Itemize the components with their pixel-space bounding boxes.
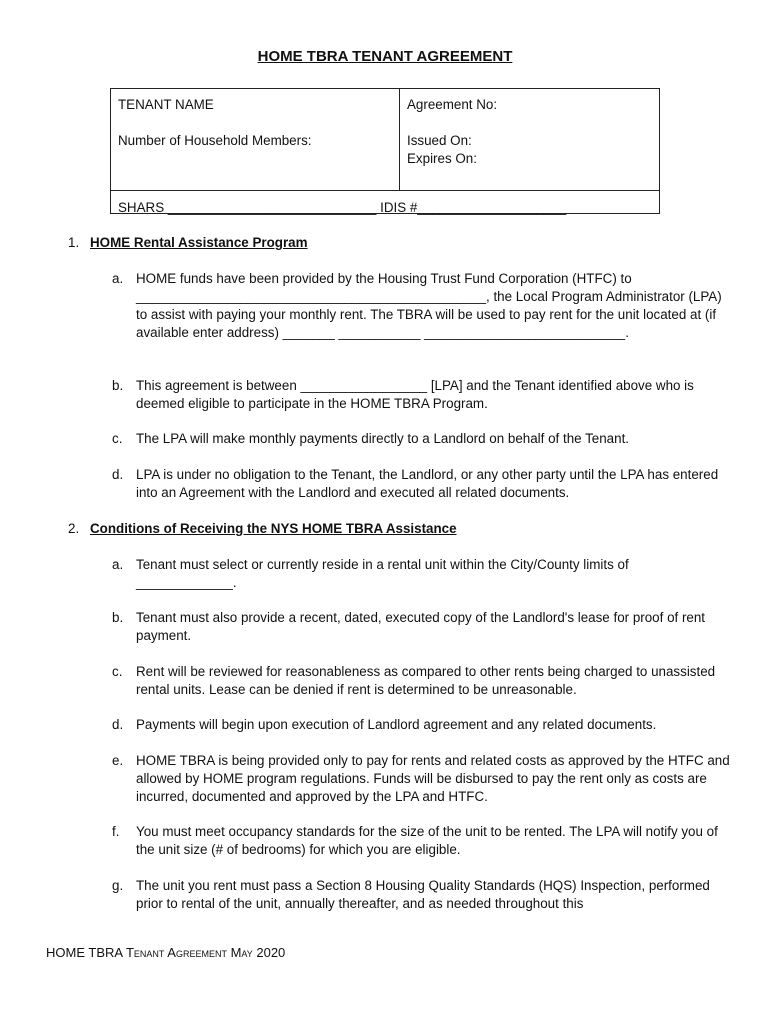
footer-year: 2020: [252, 945, 286, 960]
footer-prefix: HOME TBRA: [46, 945, 126, 960]
list-item: [112, 877, 732, 913]
item-letter: b.: [112, 610, 124, 625]
section-title: Conditions of Receiving the NYS HOME TBRA Assistance: [90, 521, 457, 536]
table-row-divider: [111, 190, 659, 191]
item-text: Tenant must select or currently reside in a rental unit within the City/County limits of _____________.: [136, 557, 629, 590]
section-title: HOME Rental Assistance Program: [90, 235, 308, 250]
item-letter: c.: [112, 431, 123, 446]
agreement-no-label: Agreement No:: [407, 97, 498, 112]
section-1-heading: [68, 234, 308, 251]
section-2-heading: [68, 520, 457, 537]
household-members-label: Number of Household Members:: [118, 133, 312, 148]
list-item: [112, 377, 732, 413]
item-letter: b.: [112, 378, 124, 393]
list-item: [112, 823, 732, 859]
list-item: [112, 556, 732, 592]
page-footer: [46, 945, 285, 960]
item-letter: a.: [112, 271, 124, 286]
list-item: [112, 609, 732, 645]
item-letter: g.: [112, 878, 124, 893]
table-column-divider: [399, 89, 400, 190]
list-item: [112, 466, 732, 502]
item-letter: d.: [112, 717, 124, 732]
issued-on-label: Issued On:: [407, 133, 472, 148]
footer-smallcaps: Tenant Agreement May: [125, 945, 253, 960]
list-item: [112, 752, 732, 806]
item-letter: d.: [112, 467, 124, 482]
section-number: 1.: [68, 235, 80, 250]
item-text: HOME funds have been provided by the Housing Trust Fund Corporation (HTFC) to _______________________________________________, the Local Program Administrator (LPA) to assist with paying your monthly rent. The TBRA will be used to pay rent for the unit located at (if available enter address) _______ ___________ ___________________________.: [136, 271, 722, 340]
item-text: You must meet occupancy standards for the size of the unit to be rented. The LPA will notify you of the unit size (# of bedrooms) for which you are eligible.: [136, 824, 718, 857]
document-title: HOME TBRA TENANT AGREEMENT: [257, 48, 513, 65]
item-text: Rent will be reviewed for reasonableness as compared to other rents being charged to unassisted rental units. Lease can be denied if rent is determined to be unreasonable.: [136, 664, 716, 697]
list-item: [112, 430, 732, 448]
tenant-name-label: TENANT NAME: [118, 97, 214, 112]
item-text: Tenant must also provide a recent, dated, executed copy of the Landlord's lease for proof of rent payment.: [136, 610, 706, 643]
item-letter: e.: [112, 753, 124, 768]
shars-idis-line: SHARS ____________________________ IDIS #____________________: [118, 200, 567, 215]
item-text: HOME TBRA is being provided only to pay for rents and related costs as approved by the HTFC and allowed by HOME program regulations. Funds will be disbursed to pay the rent only as costs are incurred, documented and approved by the LPA and HTFC.: [136, 753, 730, 804]
item-letter: f.: [112, 824, 120, 839]
item-letter: c.: [112, 664, 123, 679]
list-item: [112, 716, 732, 734]
section-number: 2.: [68, 521, 80, 536]
list-item: [112, 663, 732, 699]
item-text: The unit you rent must pass a Section 8 Housing Quality Standards (HQS) Inspection, performed prior to rental of the unit, annually thereafter, and as needed throughout this: [136, 878, 710, 911]
item-text: LPA is under no obligation to the Tenant, the Landlord, or any other party until the LPA has entered into an Agreement with the Landlord and executed all related documents.: [136, 467, 719, 500]
expires-on-label: Expires On:: [407, 151, 477, 166]
item-letter: a.: [112, 557, 124, 572]
item-text: This agreement is between _________________ [LPA] and the Tenant identified above who is deemed eligible to participate in the HOME TBRA Program.: [136, 378, 694, 411]
list-item: [112, 270, 732, 342]
item-text: The LPA will make monthly payments directly to a Landlord on behalf of the Tenant.: [136, 431, 630, 446]
item-text: Payments will begin upon execution of Landlord agreement and any related documents.: [136, 717, 657, 732]
tenant-info-table: [110, 88, 660, 214]
